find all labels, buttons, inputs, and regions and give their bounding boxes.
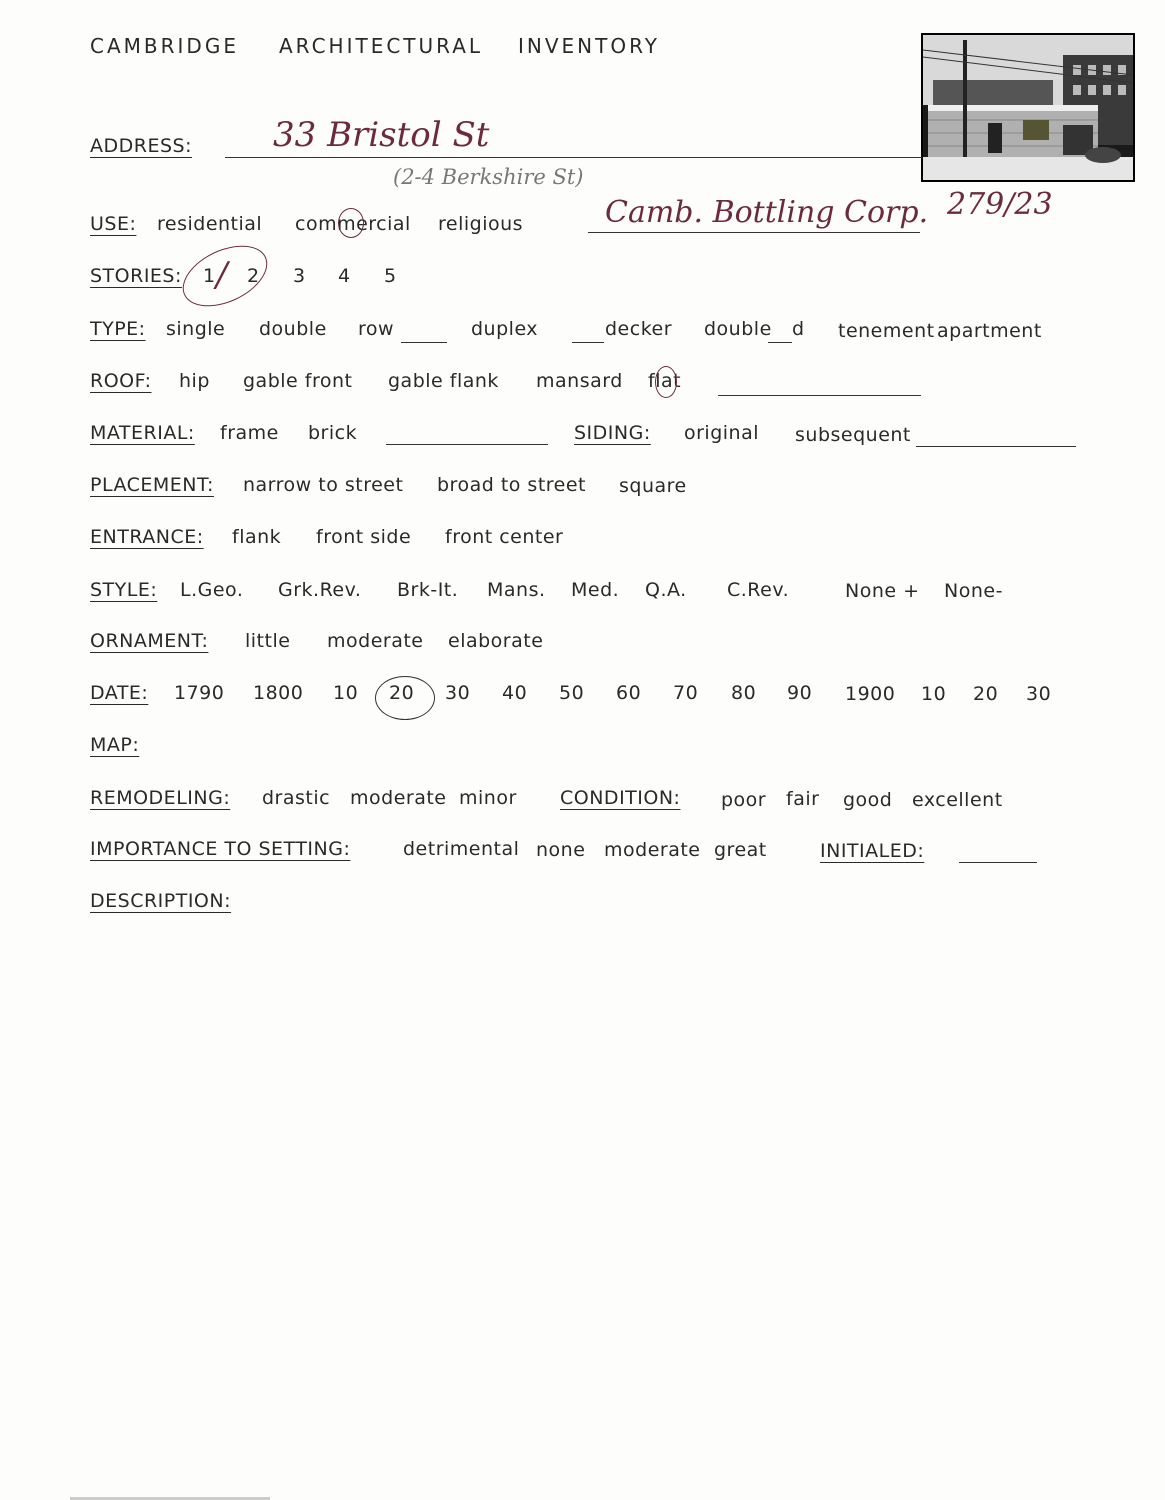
type-double-blank: [768, 342, 792, 343]
entrance-option-front-center: front center: [445, 526, 564, 548]
style-option-mans: Mans.: [487, 579, 546, 601]
material-other-blank: [386, 444, 548, 445]
address-label: ADDRESS:: [90, 135, 192, 157]
date-option-10: 10: [333, 682, 359, 704]
style-label: STYLE:: [90, 579, 158, 601]
date-option-20: 20: [389, 682, 415, 704]
address-value: 33 Bristol St: [273, 115, 490, 155]
type-row-blank: [401, 342, 447, 343]
roof-option-gable-front: gable front: [243, 370, 353, 392]
type-decker-blank: [572, 342, 604, 343]
date-option-80: 80: [731, 682, 757, 704]
date-option-60: 60: [616, 682, 642, 704]
placement-option-broad: broad to street: [437, 474, 587, 496]
use-note: Camb. Bottling Corp.: [605, 195, 929, 230]
stories-option-3: 3: [293, 265, 306, 287]
ornament-label: ORNAMENT:: [90, 630, 209, 652]
style-option-qa: Q.A.: [645, 579, 687, 601]
style-option-grkrev: Grk.Rev.: [278, 579, 362, 601]
use-option-religious: religious: [438, 213, 524, 235]
style-option-crev: C.Rev.: [727, 579, 790, 601]
roof-option-flat: flat: [648, 370, 682, 392]
ornament-option-moderate: moderate: [327, 630, 424, 652]
roof-other-blank: [718, 395, 921, 396]
date-option-40: 40: [502, 682, 528, 704]
roof-option-mansard: mansard: [536, 370, 623, 392]
entrance-option-flank: flank: [232, 526, 282, 548]
use-note-line: [588, 232, 920, 233]
remodeling-option-moderate: moderate: [350, 787, 447, 809]
date-option-1790: 1790: [174, 682, 225, 704]
condition-label: CONDITION:: [560, 787, 681, 809]
type-label: TYPE:: [90, 318, 146, 340]
style-option-med: Med.: [571, 579, 620, 601]
importance-option-none: none: [536, 839, 586, 861]
type-option-d: d: [792, 318, 805, 340]
stories-option-4: 4: [338, 265, 351, 287]
address-line: [225, 157, 922, 158]
remodeling-option-drastic: drastic: [262, 787, 331, 809]
placement-option-narrow: narrow to street: [243, 474, 404, 496]
style-option-none-minus: None-: [944, 580, 1003, 602]
condition-option-fair: fair: [786, 788, 820, 810]
date-option-1800: 1800: [253, 682, 304, 704]
date-option-1920: 20: [973, 683, 999, 705]
initialed-label: INITIALED:: [820, 840, 925, 862]
condition-option-excellent: excellent: [912, 789, 1003, 811]
date-option-30: 30: [445, 682, 471, 704]
header-cambridge: CAMBRIDGE: [90, 34, 239, 58]
style-option-brkit: Brk-It.: [397, 579, 459, 601]
date-option-90: 90: [787, 682, 813, 704]
date-option-1910: 10: [921, 683, 947, 705]
use-selection-circle: [338, 208, 364, 238]
header-inventory: INVENTORY: [518, 34, 660, 58]
date-option-1900: 1900: [845, 683, 896, 705]
building-photo-image: [923, 35, 1133, 180]
type-option-double: double: [259, 318, 327, 340]
initialed-blank: [959, 862, 1037, 863]
placement-label: PLACEMENT:: [90, 474, 214, 496]
catalog-number: 279/23: [947, 187, 1053, 222]
map-label: MAP:: [90, 734, 140, 756]
material-label: MATERIAL:: [90, 422, 195, 444]
type-option-tenement: tenement: [838, 320, 935, 342]
entrance-option-front-side: front side: [316, 526, 412, 548]
placement-option-square: square: [619, 475, 687, 497]
date-option-1930: 30: [1026, 683, 1052, 705]
stories-label: STORIES:: [90, 265, 182, 287]
importance-label: IMPORTANCE TO SETTING:: [90, 838, 351, 860]
condition-option-good: good: [843, 789, 893, 811]
type-option-single: single: [166, 318, 226, 340]
type-option-row: row: [358, 318, 395, 340]
building-photo: [921, 33, 1135, 182]
stories-option-1: 1: [203, 265, 216, 287]
siding-other-blank: [916, 446, 1076, 447]
style-option-none-plus: None +: [845, 580, 920, 602]
roof-option-gable-flank: gable flank: [388, 370, 499, 392]
condition-option-poor: poor: [721, 789, 767, 811]
date-label: DATE:: [90, 682, 149, 704]
roof-selection-circle: [655, 366, 677, 398]
date-selection-circle: [375, 676, 435, 720]
roof-label: ROOF:: [90, 370, 152, 392]
remodeling-label: REMODELING:: [90, 787, 231, 809]
entrance-label: ENTRANCE:: [90, 526, 204, 548]
material-option-frame: frame: [220, 422, 279, 444]
use-option-commercial: commercial: [295, 213, 411, 235]
material-option-brick: brick: [308, 422, 358, 444]
stories-option-2: 2: [247, 265, 260, 287]
description-label: DESCRIPTION:: [90, 890, 232, 912]
type-option-double-decker: double: [704, 318, 772, 340]
use-option-residential: residential: [157, 213, 263, 235]
siding-option-original: original: [684, 422, 760, 444]
address-alt: (2-4 Berkshire St): [393, 165, 584, 189]
type-option-duplex: duplex: [471, 318, 539, 340]
stories-option-5: 5: [384, 265, 397, 287]
type-option-decker: decker: [605, 318, 673, 340]
remodeling-option-minor: minor: [459, 787, 517, 809]
header-architectural: ARCHITECTURAL: [279, 34, 484, 58]
type-option-apartment: apartment: [937, 320, 1042, 342]
ornament-option-little: little: [245, 630, 291, 652]
stories-marked: /: [216, 255, 228, 295]
ornament-option-elaborate: elaborate: [448, 630, 544, 652]
siding-option-subsequent: subsequent: [795, 424, 911, 446]
importance-option-great: great: [714, 839, 767, 861]
use-label: USE:: [90, 213, 137, 235]
importance-option-moderate: moderate: [604, 839, 701, 861]
roof-option-hip: hip: [179, 370, 210, 392]
importance-option-detrimental: detrimental: [403, 838, 520, 860]
siding-label: SIDING:: [574, 422, 651, 444]
style-option-lgeo: L.Geo.: [180, 579, 244, 601]
date-option-50: 50: [559, 682, 585, 704]
date-option-70: 70: [673, 682, 699, 704]
